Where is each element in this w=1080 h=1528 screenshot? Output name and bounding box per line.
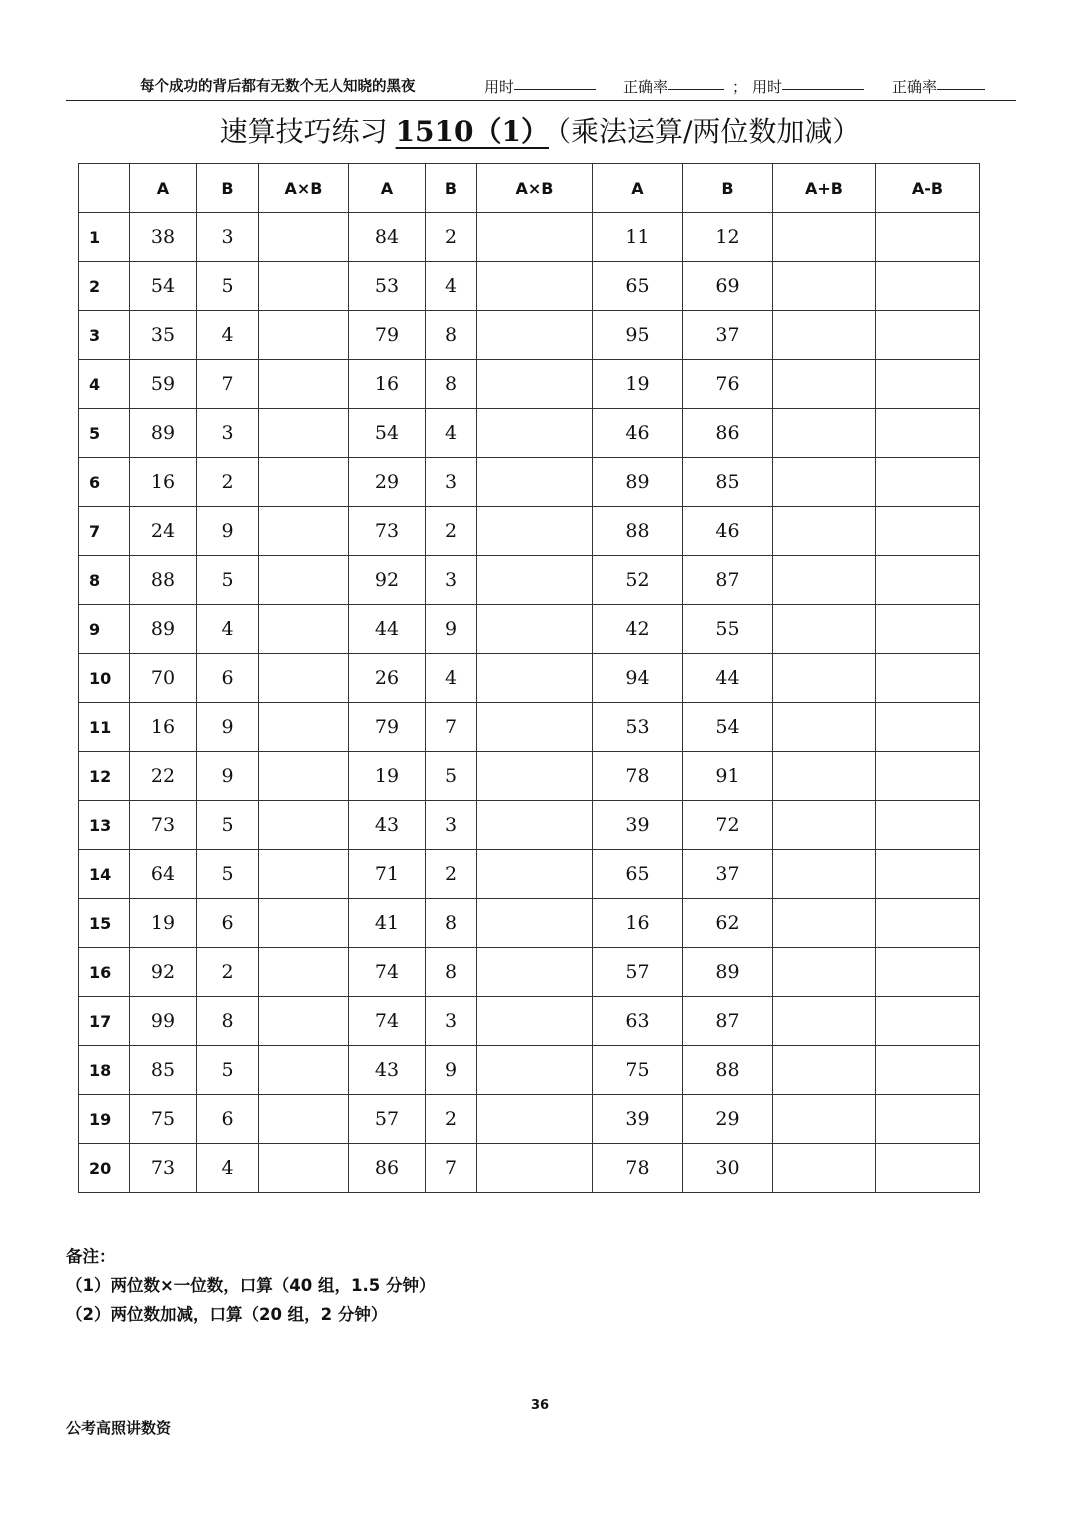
answer-cell[interactable] [477,850,593,899]
row-number: 14 [79,850,130,899]
answer-cell[interactable] [477,752,593,801]
operand-cell: 54 [349,409,426,458]
row-number: 10 [79,654,130,703]
answer-cell[interactable] [477,1144,593,1193]
answer-cell[interactable] [477,556,593,605]
operand-cell: 85 [130,1046,197,1095]
operand-cell: 9 [197,703,259,752]
operand-cell: 44 [683,654,773,703]
table-row [79,262,980,311]
operand-cell: 73 [130,801,197,850]
operand-cell: 78 [593,752,683,801]
operand-cell: 22 [130,752,197,801]
row-number: 6 [79,458,130,507]
operand-cell: 8 [426,360,477,409]
answer-cell[interactable] [773,850,876,899]
header-cell: B [197,164,259,213]
table-row [79,703,980,752]
answer-cell[interactable] [477,262,593,311]
answer-cell[interactable] [876,409,980,458]
answer-cell[interactable] [259,752,349,801]
answer-cell[interactable] [773,213,876,262]
answer-cell[interactable] [477,311,593,360]
row-number: 18 [79,1046,130,1095]
time-blank-2[interactable] [782,74,864,90]
operand-cell: 43 [349,801,426,850]
answer-cell[interactable] [477,1095,593,1144]
operand-cell: 87 [683,997,773,1046]
operand-cell: 5 [197,850,259,899]
operand-cell: 88 [130,556,197,605]
answer-cell[interactable] [259,1046,349,1095]
header-separator: ； [732,78,748,96]
time-label-1: 用时 [484,78,515,96]
answer-cell[interactable] [876,262,980,311]
notes-line-1: （1）两位数×一位数，口算（40 组，1.5 分钟） [66,1276,436,1295]
answer-cell[interactable] [259,1144,349,1193]
operand-cell: 57 [593,948,683,997]
answer-cell[interactable] [876,948,980,997]
answer-cell[interactable] [876,605,980,654]
answer-cell[interactable] [773,262,876,311]
page-title [0,112,1080,152]
table-body [79,213,980,1193]
operand-cell: 86 [683,409,773,458]
answer-cell[interactable] [876,997,980,1046]
header-cell: A [593,164,683,213]
answer-cell[interactable] [876,899,980,948]
answer-cell[interactable] [876,703,980,752]
operand-cell: 6 [197,1095,259,1144]
answer-cell[interactable] [477,703,593,752]
answer-cell[interactable] [477,801,593,850]
operand-cell: 73 [130,1144,197,1193]
table-row [79,507,980,556]
answer-cell[interactable] [773,654,876,703]
title-prefix: 速算技巧练习 [219,115,388,148]
answer-cell[interactable] [773,801,876,850]
row-number: 4 [79,360,130,409]
answer-cell[interactable] [259,997,349,1046]
operand-cell: 3 [197,409,259,458]
operand-cell: 52 [593,556,683,605]
answer-cell[interactable] [876,507,980,556]
operand-cell: 24 [130,507,197,556]
row-number: 20 [79,1144,130,1193]
answer-cell[interactable] [259,654,349,703]
operand-cell: 2 [426,507,477,556]
table-row [79,801,980,850]
operand-cell: 65 [593,262,683,311]
operand-cell: 75 [130,1095,197,1144]
answer-cell[interactable] [773,556,876,605]
title-code: 1510（1） [395,115,549,148]
answer-cell[interactable] [477,409,593,458]
answer-cell[interactable] [259,948,349,997]
operand-cell: 9 [426,1046,477,1095]
operand-cell: 2 [197,458,259,507]
operand-cell: 54 [683,703,773,752]
answer-cell[interactable] [876,556,980,605]
operand-cell: 78 [593,1144,683,1193]
operand-cell: 54 [130,262,197,311]
operand-cell: 41 [349,899,426,948]
operand-cell: 19 [130,899,197,948]
operand-cell: 89 [130,409,197,458]
table-header-row [79,164,980,213]
operand-cell: 53 [349,262,426,311]
page-header [66,74,1016,101]
operand-cell: 88 [683,1046,773,1095]
answer-cell[interactable] [876,801,980,850]
operand-cell: 6 [197,899,259,948]
table-row [79,409,980,458]
answer-cell[interactable] [773,458,876,507]
row-number: 17 [79,997,130,1046]
answer-cell[interactable] [773,703,876,752]
row-number: 19 [79,1095,130,1144]
operand-cell: 94 [593,654,683,703]
operand-cell: 30 [683,1144,773,1193]
operand-cell: 74 [349,997,426,1046]
answer-cell[interactable] [477,360,593,409]
header-cell: A-B [876,164,980,213]
answer-cell[interactable] [259,899,349,948]
operand-cell: 16 [349,360,426,409]
answer-cell[interactable] [773,1095,876,1144]
answer-cell[interactable] [259,507,349,556]
operand-cell: 73 [349,507,426,556]
header-cell: A [130,164,197,213]
answer-cell[interactable] [259,213,349,262]
row-number: 12 [79,752,130,801]
answer-cell[interactable] [773,409,876,458]
answer-cell[interactable] [259,605,349,654]
answer-cell[interactable] [477,213,593,262]
answer-cell[interactable] [876,1144,980,1193]
operand-cell: 4 [426,409,477,458]
operand-cell: 9 [197,752,259,801]
operand-cell: 79 [349,703,426,752]
answer-cell[interactable] [477,507,593,556]
accuracy-blank-2[interactable] [937,74,985,90]
answer-cell[interactable] [773,1046,876,1095]
table-row [79,1046,980,1095]
table-row [79,654,980,703]
row-number: 7 [79,507,130,556]
answer-cell[interactable] [259,556,349,605]
answer-cell[interactable] [259,801,349,850]
operand-cell: 7 [426,1144,477,1193]
operand-cell: 7 [426,703,477,752]
operand-cell: 99 [130,997,197,1046]
operand-cell: 39 [593,801,683,850]
row-number: 9 [79,605,130,654]
table-row [79,360,980,409]
operand-cell: 4 [426,262,477,311]
operand-cell: 65 [593,850,683,899]
row-number: 13 [79,801,130,850]
answer-cell[interactable] [477,458,593,507]
operand-cell: 69 [683,262,773,311]
operand-cell: 55 [683,605,773,654]
operand-cell: 86 [349,1144,426,1193]
operand-cell: 2 [197,948,259,997]
operand-cell: 44 [349,605,426,654]
row-number: 2 [79,262,130,311]
answer-cell[interactable] [876,458,980,507]
operand-cell: 37 [683,311,773,360]
operand-cell: 16 [593,899,683,948]
operand-cell: 35 [130,311,197,360]
answer-cell[interactable] [773,1144,876,1193]
answer-cell[interactable] [773,948,876,997]
table-row [79,1095,980,1144]
table-row [79,213,980,262]
answer-cell[interactable] [259,360,349,409]
operand-cell: 3 [197,213,259,262]
answer-cell[interactable] [259,850,349,899]
answer-cell[interactable] [773,360,876,409]
operand-cell: 9 [426,605,477,654]
answer-cell[interactable] [477,899,593,948]
answer-cell[interactable] [259,458,349,507]
operand-cell: 71 [349,850,426,899]
table-row [79,605,980,654]
operand-cell: 29 [349,458,426,507]
notes-heading: 备注： [66,1247,116,1266]
answer-cell[interactable] [876,311,980,360]
operand-cell: 38 [130,213,197,262]
answer-cell[interactable] [259,262,349,311]
row-number: 3 [79,311,130,360]
operand-cell: 3 [426,556,477,605]
table-row [79,311,980,360]
operand-cell: 5 [426,752,477,801]
operand-cell: 8 [197,997,259,1046]
operand-cell: 76 [683,360,773,409]
operand-cell: 5 [197,556,259,605]
operand-cell: 87 [683,556,773,605]
operand-cell: 62 [683,899,773,948]
operand-cell: 7 [197,360,259,409]
answer-cell[interactable] [876,360,980,409]
header-cell: B [426,164,477,213]
table-row [79,1144,980,1193]
operand-cell: 16 [130,703,197,752]
operand-cell: 79 [349,311,426,360]
answer-cell[interactable] [773,752,876,801]
operand-cell: 39 [593,1095,683,1144]
operand-cell: 74 [349,948,426,997]
operand-cell: 85 [683,458,773,507]
answer-cell[interactable] [876,1095,980,1144]
time-blank-1[interactable] [514,74,596,90]
header-cell-index [79,164,130,213]
answer-cell[interactable] [876,752,980,801]
operand-cell: 89 [130,605,197,654]
answer-cell[interactable] [773,507,876,556]
operand-cell: 5 [197,262,259,311]
time-field-2[interactable] [752,74,782,100]
header-cell: A×B [259,164,349,213]
accuracy-field-2[interactable] [892,74,937,100]
operand-cell: 6 [197,654,259,703]
operand-cell: 46 [593,409,683,458]
accuracy-blank-1[interactable] [668,74,724,90]
accuracy-label-1: 正确率 [623,78,669,96]
row-number: 8 [79,556,130,605]
operand-cell: 19 [593,360,683,409]
operand-cell: 84 [349,213,426,262]
operand-cell: 8 [426,899,477,948]
answer-cell[interactable] [477,948,593,997]
operand-cell: 4 [197,1144,259,1193]
notes-line-2: （2）两位数加减，口算（20 组，2 分钟） [66,1305,388,1324]
operand-cell: 19 [349,752,426,801]
operand-cell: 8 [426,311,477,360]
answer-cell[interactable] [477,997,593,1046]
answer-cell[interactable] [876,213,980,262]
operand-cell: 95 [593,311,683,360]
operand-cell: 72 [683,801,773,850]
header-cell: B [683,164,773,213]
operand-cell: 70 [130,654,197,703]
row-number: 1 [79,213,130,262]
answer-cell[interactable] [773,997,876,1046]
operand-cell: 57 [349,1095,426,1144]
row-number: 11 [79,703,130,752]
operand-cell: 2 [426,213,477,262]
page-number: 36 [530,1398,550,1413]
accuracy-label-2: 正确率 [892,78,938,96]
operand-cell: 5 [197,801,259,850]
answer-cell[interactable] [477,654,593,703]
footer-text: 公考高照讲数资 [66,1419,172,1437]
operand-cell: 64 [130,850,197,899]
motto-text: 每个成功的背后都有无数个无人知晓的黑夜 [140,79,416,95]
operand-cell: 46 [683,507,773,556]
operand-cell: 37 [683,850,773,899]
operand-cell: 11 [593,213,683,262]
header-cell: A [349,164,426,213]
operand-cell: 3 [426,997,477,1046]
operand-cell: 92 [130,948,197,997]
operand-cell: 12 [683,213,773,262]
operand-cell: 4 [197,605,259,654]
operand-cell: 88 [593,507,683,556]
answer-cell[interactable] [259,1095,349,1144]
title-suffix: （乘法运算/两位数加减） [557,115,861,148]
operand-cell: 8 [426,948,477,997]
operand-cell: 42 [593,605,683,654]
operand-cell: 2 [426,1095,477,1144]
operand-cell: 26 [349,654,426,703]
answer-cell[interactable] [477,1046,593,1095]
operand-cell: 3 [426,458,477,507]
operand-cell: 53 [593,703,683,752]
answer-cell[interactable] [477,605,593,654]
operand-cell: 16 [130,458,197,507]
table-row [79,458,980,507]
operand-cell: 4 [426,654,477,703]
answer-cell[interactable] [773,311,876,360]
accuracy-field-1[interactable] [623,74,668,100]
operand-cell: 89 [683,948,773,997]
answer-cell[interactable] [876,1046,980,1095]
answer-cell[interactable] [876,850,980,899]
table-row [79,850,980,899]
operand-cell: 4 [197,311,259,360]
table-row [79,752,980,801]
answer-cell[interactable] [876,654,980,703]
row-number: 16 [79,948,130,997]
operand-cell: 91 [683,752,773,801]
header-cell: A×B [477,164,593,213]
operand-cell: 63 [593,997,683,1046]
operand-cell: 89 [593,458,683,507]
answer-cell[interactable] [773,899,876,948]
operand-cell: 9 [197,507,259,556]
header-cell: A+B [773,164,876,213]
table-row [79,997,980,1046]
table-row [79,556,980,605]
operand-cell: 43 [349,1046,426,1095]
operand-cell: 2 [426,850,477,899]
operand-cell: 3 [426,801,477,850]
row-number: 5 [79,409,130,458]
time-label-2: 用时 [752,78,783,96]
table-row [79,948,980,997]
time-field-1[interactable] [484,74,514,100]
operand-cell: 5 [197,1046,259,1095]
operand-cell: 92 [349,556,426,605]
answer-cell[interactable] [259,409,349,458]
answer-cell[interactable] [773,605,876,654]
operand-cell: 75 [593,1046,683,1095]
answer-cell[interactable] [259,311,349,360]
notes-section [66,1242,436,1329]
answer-cell[interactable] [259,703,349,752]
operand-cell: 59 [130,360,197,409]
operand-cell: 29 [683,1095,773,1144]
row-number: 15 [79,899,130,948]
table-row [79,899,980,948]
practice-table [78,163,980,1193]
